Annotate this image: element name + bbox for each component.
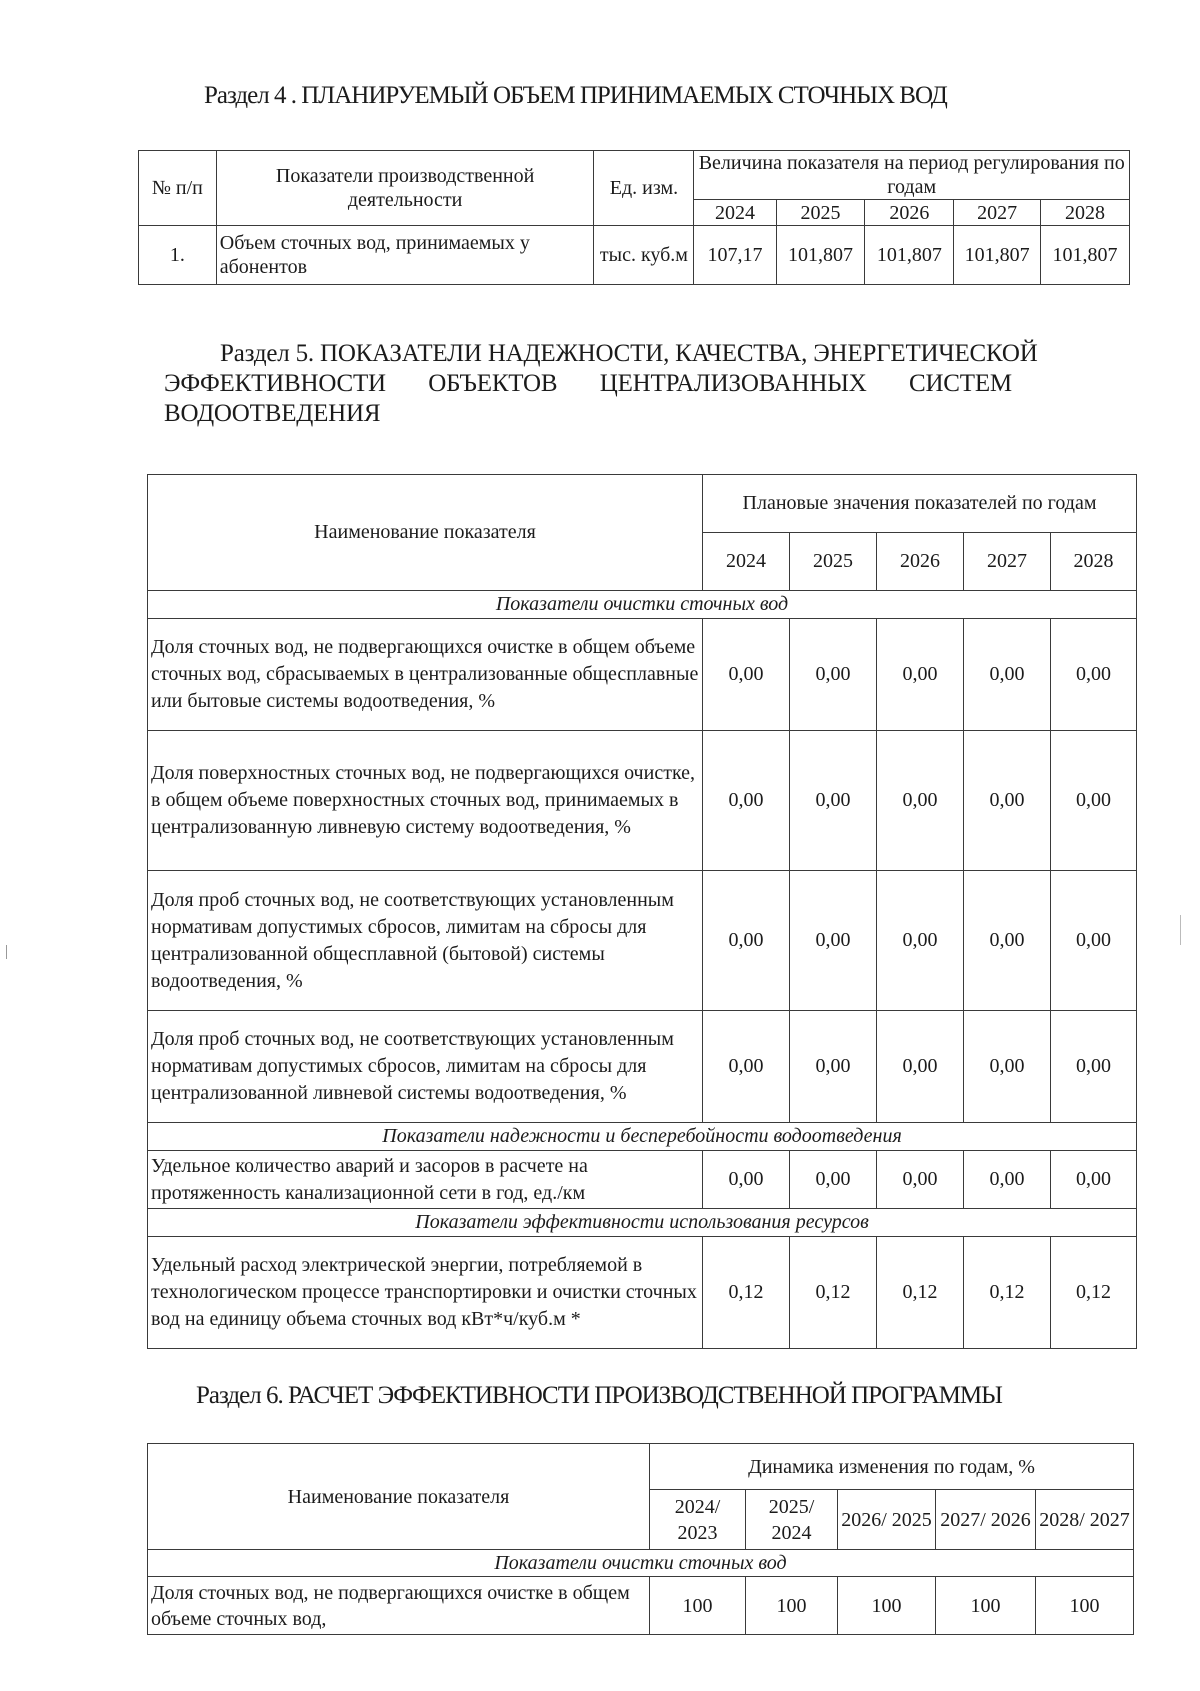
section4-title: Раздел 4 . ПЛАНИРУЕМЫЙ ОБЪЕМ ПРИНИМАЕМЫХ СТОЧНЫХ ВОД: [204, 82, 947, 109]
row-value: 0,00: [790, 871, 877, 1011]
section5-title-line: ЭФФЕКТИВНОСТИ ОБЪЕКТОВ ЦЕНТРАЛИЗОВАННЫХ СИСТЕМ: [164, 370, 1012, 397]
scan-mark: [1180, 915, 1181, 945]
header-year: 2024: [703, 533, 790, 591]
row-value: 0,00: [703, 619, 790, 731]
table-row: [148, 619, 1137, 731]
row-name: Удельное количество аварий и засоров в расчете на протяженность канализационной сети в год, ед./км: [148, 1151, 703, 1209]
header-year: 2026: [877, 533, 964, 591]
header-indicator: Показатели производственной деятельности: [216, 151, 594, 226]
table-row: [148, 1151, 1137, 1209]
row-value: 0,00: [964, 871, 1051, 1011]
row-value: 101,807: [776, 226, 865, 285]
header-year: 2026: [865, 200, 954, 226]
row-value: 0,00: [1051, 1151, 1137, 1209]
header-year: 2028: [1040, 200, 1129, 226]
row-value: 0,00: [703, 1151, 790, 1209]
row-name: Доля сточных вод, не подвергающихся очистке в общем объеме сточных вод,: [148, 1577, 650, 1635]
row-value: 101,807: [954, 226, 1041, 285]
scan-mark: [6, 945, 7, 959]
row-value: 0,12: [703, 1237, 790, 1349]
row-value: 0,00: [877, 731, 964, 871]
row-name: Доля поверхностных сточных вод, не подвергающихся очистке, в общем объеме поверхностных сточных вод, принимаемых в централизованную ливневую систему водоотведения, %: [148, 731, 703, 871]
header-year: 2027: [964, 533, 1051, 591]
group-label: Показатели надежности и бесперебойности водоотведения: [148, 1123, 1137, 1151]
header-unit: Ед. изм.: [594, 151, 694, 226]
row-value: 0,00: [877, 871, 964, 1011]
header-period: Величина показателя на период регулирования по годам: [694, 151, 1130, 200]
section6-title: Раздел 6. РАСЧЕТ ЭФФЕКТИВНОСТИ ПРОИЗВОДСТВЕННОЙ ПРОГРАММЫ: [196, 1382, 1002, 1409]
row-value: 100: [1036, 1577, 1134, 1635]
header-year: 2025: [790, 533, 877, 591]
row-value: 0,00: [703, 871, 790, 1011]
row-value: 0,12: [877, 1237, 964, 1349]
header-year: 2027: [954, 200, 1041, 226]
header-period: 2026/ 2025: [838, 1490, 936, 1550]
row-value: 0,00: [1051, 619, 1137, 731]
header-no: № п/п: [139, 151, 217, 226]
section5-title: [164, 339, 1132, 429]
table-row: [148, 731, 1137, 871]
row-unit: тыс. куб.м: [594, 226, 694, 285]
header-year: 2028: [1051, 533, 1137, 591]
row-value: 101,807: [865, 226, 954, 285]
table-row: [139, 226, 1130, 285]
row-value: 0,00: [790, 619, 877, 731]
group-label: Показатели очистки сточных вод: [148, 591, 1137, 619]
section5-table: [147, 474, 1137, 1349]
row-value: 0,00: [1051, 1011, 1137, 1123]
row-value: 0,00: [703, 731, 790, 871]
row-value: 0,12: [790, 1237, 877, 1349]
header-period: 2028/ 2027: [1036, 1490, 1134, 1550]
header-indicator: Наименование показателя: [148, 475, 703, 591]
group-label: Показатели эффективности использования ресурсов: [148, 1209, 1137, 1237]
row-value: 100: [936, 1577, 1036, 1635]
header-year: 2025: [776, 200, 865, 226]
header-dynamics: Динамика изменения по годам, %: [650, 1444, 1134, 1490]
row-value: 0,00: [964, 1011, 1051, 1123]
row-value: 0,00: [877, 1151, 964, 1209]
row-value: 100: [838, 1577, 936, 1635]
row-value: 0,00: [703, 1011, 790, 1123]
row-name: Доля проб сточных вод, не соответствующих установленным нормативам допустимых сбросов, лимитам на сбросы для централизованной ливневой системы водоотведения, %: [148, 1011, 703, 1123]
row-value: 0,00: [790, 1151, 877, 1209]
section4-table: [138, 150, 1130, 285]
row-value: 107,17: [694, 226, 776, 285]
row-value: 0,00: [964, 1151, 1051, 1209]
row-value: 100: [746, 1577, 838, 1635]
section6-table: [147, 1443, 1134, 1635]
row-value: 0,00: [790, 731, 877, 871]
row-no: 1.: [139, 226, 217, 285]
header-plan: Плановые значения показателей по годам: [703, 475, 1137, 533]
table-row: [148, 1577, 1134, 1635]
row-value: 0,00: [964, 619, 1051, 731]
table-row: [148, 1011, 1137, 1123]
row-value: 0,00: [1051, 731, 1137, 871]
group-label: Показатели очистки сточных вод: [148, 1550, 1134, 1577]
row-name: Удельный расход электрической энергии, потребляемой в технологическом процессе транспортировки и очистки сточных вод на единицу объема сточных вод кВт*ч/куб.м *: [148, 1237, 703, 1349]
row-value: 0,00: [964, 731, 1051, 871]
row-value: 0,00: [877, 1011, 964, 1123]
header-period: 2024/ 2023: [650, 1490, 746, 1550]
row-value: 0,00: [877, 619, 964, 731]
row-value: 0,12: [1051, 1237, 1137, 1349]
row-value: 0,12: [964, 1237, 1051, 1349]
table-row: [148, 871, 1137, 1011]
section5-title-line: ВОДООТВЕДЕНИЯ: [164, 400, 381, 427]
row-value: 0,00: [1051, 871, 1137, 1011]
section5-title-line: Раздел 5. ПОКАЗАТЕЛИ НАДЕЖНОСТИ, КАЧЕСТВА, ЭНЕРГЕТИЧЕСКОЙ: [220, 340, 1038, 367]
header-period: 2027/ 2026: [936, 1490, 1036, 1550]
header-indicator: Наименование показателя: [148, 1444, 650, 1550]
row-name: Объем сточных вод, принимаемых у абонентов: [216, 226, 594, 285]
row-value: 101,807: [1040, 226, 1129, 285]
row-value: 100: [650, 1577, 746, 1635]
row-name: Доля проб сточных вод, не соответствующих установленным нормативам допустимых сбросов, лимитам на сбросы для централизованной общесплавной (бытовой) системы водоотведения, %: [148, 871, 703, 1011]
row-name: Доля сточных вод, не подвергающихся очистке в общем объеме сточных вод, сбрасываемых в централизованные общесплавные или бытовые системы водоотведения, %: [148, 619, 703, 731]
header-period: 2025/ 2024: [746, 1490, 838, 1550]
row-value: 0,00: [790, 1011, 877, 1123]
table-row: [148, 1237, 1137, 1349]
header-year: 2024: [694, 200, 776, 226]
